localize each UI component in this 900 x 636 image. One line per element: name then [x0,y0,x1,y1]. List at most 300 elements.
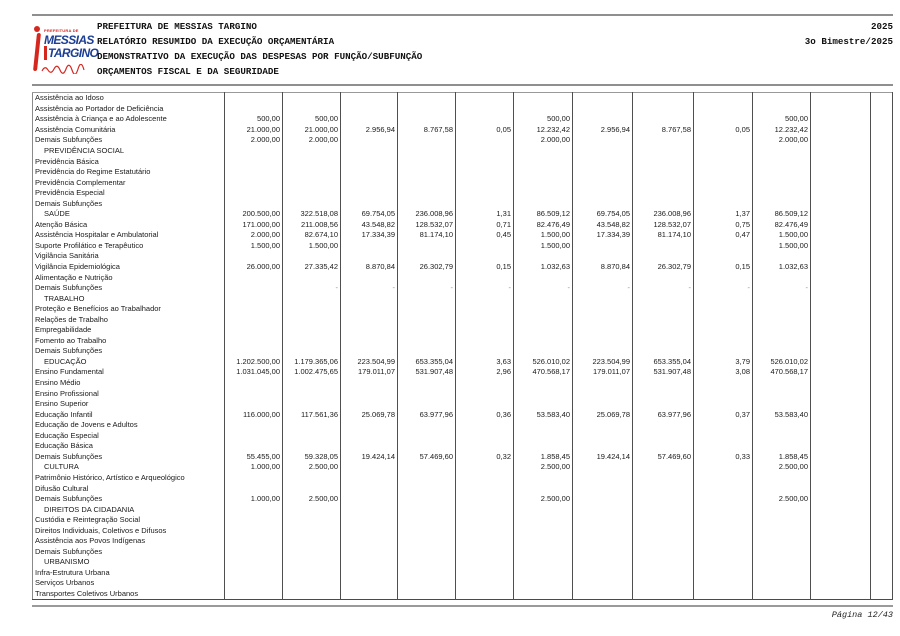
value-cell [871,462,893,473]
value-cell [398,441,456,452]
row-label: Ensino Médio [33,378,225,389]
value-cell [871,547,893,558]
value-cell [694,494,753,505]
value-cell [456,241,514,252]
value-cell [811,188,871,199]
value-cell: - [753,283,811,294]
value-cell [398,462,456,473]
value-cell [398,378,456,389]
table-row [33,177,893,188]
value-cell [633,578,694,589]
value-cell [753,431,811,442]
value-cell: 0,05 [694,125,753,136]
table-row [33,378,893,389]
value-cell [753,104,811,115]
value-cell [633,462,694,473]
value-cell [341,272,398,283]
value-cell [694,431,753,442]
value-cell [514,325,573,336]
value-cell [694,578,753,589]
value-cell [871,262,893,273]
value-cell [871,209,893,220]
value-cell [753,578,811,589]
value-cell [871,557,893,568]
value-cell: 128.532,07 [398,220,456,231]
value-cell: 2.956,94 [573,125,633,136]
value-cell [225,473,283,484]
value-cell [225,325,283,336]
value-cell [573,399,633,410]
value-cell [283,93,341,104]
header-divider [32,84,893,86]
table-row [33,578,893,589]
table-row [33,557,893,568]
value-cell [694,568,753,579]
value-cell [398,251,456,262]
value-cell [871,177,893,188]
value-cell [811,578,871,589]
value-cell [694,272,753,283]
value-cell [871,336,893,347]
value-cell [514,251,573,262]
value-cell [573,494,633,505]
value-cell [514,399,573,410]
row-label: Assistência Hospitalar e Ambulatorial [33,230,225,241]
value-cell [753,314,811,325]
row-label: Fomento ao Trabalho [33,336,225,347]
value-cell [341,431,398,442]
value-cell [753,420,811,431]
value-cell: 57.469,60 [633,452,694,463]
value-cell: 0,33 [694,452,753,463]
value-cell: 3,63 [456,357,514,368]
row-label: SAÚDE [33,209,225,220]
value-cell [871,536,893,547]
value-cell [514,578,573,589]
value-cell [694,388,753,399]
value-cell [398,483,456,494]
table-row [33,494,893,505]
value-cell: 27.335,42 [283,262,341,273]
value-cell [225,293,283,304]
value-cell: 1.500,00 [283,241,341,252]
value-cell: 2.956,94 [341,125,398,136]
value-cell [283,304,341,315]
value-cell [398,167,456,178]
value-cell [694,314,753,325]
table-row [33,473,893,484]
value-cell: 653.355,04 [633,357,694,368]
value-cell [573,473,633,484]
value-cell: 82.476,49 [753,220,811,231]
value-cell [811,336,871,347]
value-cell [225,167,283,178]
value-cell [633,156,694,167]
value-cell [341,568,398,579]
value-cell: - [398,283,456,294]
value-cell [871,230,893,241]
value-cell [811,293,871,304]
value-cell [871,483,893,494]
row-label: Assistência ao Portador de Deficiência [33,104,225,115]
value-cell [398,388,456,399]
row-label: EDUCAÇÃO [33,357,225,368]
value-cell: 19.424,14 [573,452,633,463]
value-cell [573,515,633,526]
value-cell: 531.907,48 [633,367,694,378]
value-cell [514,304,573,315]
value-cell: 2.500,00 [753,494,811,505]
value-cell: 236.008,96 [633,209,694,220]
value-cell [456,272,514,283]
value-cell [694,547,753,558]
table-row [33,125,893,136]
value-cell [341,167,398,178]
value-cell: 1.032,63 [753,262,811,273]
value-cell [456,525,514,536]
value-cell [633,293,694,304]
value-cell [871,367,893,378]
value-cell [456,167,514,178]
value-cell [225,156,283,167]
value-cell [811,441,871,452]
value-cell [871,346,893,357]
value-cell [225,251,283,262]
value-cell [694,198,753,209]
value-cell: 1.002.475,65 [283,367,341,378]
value-cell [811,473,871,484]
value-cell: 0,15 [694,262,753,273]
value-cell [283,336,341,347]
value-cell: 8.870,84 [341,262,398,273]
value-cell [753,473,811,484]
value-cell [633,177,694,188]
value-cell [283,272,341,283]
row-label: Vigilância Sanitária [33,251,225,262]
value-cell [514,146,573,157]
table-row [33,441,893,452]
value-cell: 25.069,78 [573,409,633,420]
value-cell [811,251,871,262]
value-cell [225,388,283,399]
value-cell [283,536,341,547]
value-cell: 82.674,10 [283,230,341,241]
value-cell [456,325,514,336]
value-cell: 82.476,49 [514,220,573,231]
value-cell [871,220,893,231]
value-cell [514,346,573,357]
value-cell [871,452,893,463]
value-cell: 653.355,04 [398,357,456,368]
value-cell [811,177,871,188]
value-cell [341,314,398,325]
value-cell [633,104,694,115]
value-cell [283,525,341,536]
value-cell: 500,00 [283,114,341,125]
value-cell [633,241,694,252]
value-cell: 1.000,00 [225,494,283,505]
value-cell [811,146,871,157]
table-row [33,431,893,442]
value-cell: - [694,283,753,294]
value-cell [694,325,753,336]
value-cell [456,314,514,325]
value-cell: 86.509,12 [514,209,573,220]
value-cell [871,515,893,526]
value-cell [283,578,341,589]
value-cell [514,483,573,494]
value-cell [753,272,811,283]
table-row [33,230,893,241]
value-cell [573,431,633,442]
value-cell [871,188,893,199]
value-cell [283,568,341,579]
value-cell [225,336,283,347]
value-cell [398,146,456,157]
table-row [33,346,893,357]
value-cell [283,146,341,157]
value-cell [753,378,811,389]
value-cell [283,441,341,452]
value-cell [398,304,456,315]
table-row [33,336,893,347]
value-cell [694,557,753,568]
value-cell [225,431,283,442]
value-cell [514,536,573,547]
value-cell [341,399,398,410]
value-cell [341,462,398,473]
value-cell [633,483,694,494]
value-cell [694,483,753,494]
value-cell [573,135,633,146]
value-cell [811,367,871,378]
value-cell: 2.500,00 [514,462,573,473]
value-cell [811,357,871,368]
value-cell [753,304,811,315]
value-cell: 236.008,96 [398,209,456,220]
value-cell [456,388,514,399]
table-row [33,156,893,167]
row-label: Difusão Cultural [33,483,225,494]
value-cell: 63.977,96 [398,409,456,420]
value-cell [398,504,456,515]
value-cell [514,589,573,600]
value-cell [811,167,871,178]
value-cell [514,473,573,484]
value-cell [456,114,514,125]
value-cell [871,114,893,125]
value-cell [753,515,811,526]
value-cell: 55.455,00 [225,452,283,463]
value-cell [573,146,633,157]
value-cell [398,177,456,188]
value-cell: 17.334,39 [341,230,398,241]
value-cell: 2.000,00 [225,230,283,241]
function-subfunction-table [32,92,893,600]
value-cell [573,325,633,336]
value-cell [694,241,753,252]
value-cell [341,104,398,115]
table-row [33,220,893,231]
value-cell [398,156,456,167]
entity-name: PREFEITURA DE MESSIAS TARGINO [97,21,257,32]
value-cell: 8.767,58 [398,125,456,136]
value-cell: 0,36 [456,409,514,420]
value-cell [341,547,398,558]
value-cell [811,304,871,315]
value-cell [694,93,753,104]
table-row [33,388,893,399]
value-cell [341,473,398,484]
value-cell [341,536,398,547]
value-cell [573,104,633,115]
table-row [33,589,893,600]
value-cell [341,388,398,399]
row-label: Alimentação e Nutrição [33,272,225,283]
value-cell: 2.000,00 [225,135,283,146]
value-cell [514,378,573,389]
value-cell [341,135,398,146]
value-cell: 1.031.045,00 [225,367,283,378]
value-cell: 470.568,17 [514,367,573,378]
value-cell [633,251,694,262]
value-cell: 19.424,14 [341,452,398,463]
value-cell [456,346,514,357]
value-cell [514,314,573,325]
value-cell: 21.000,00 [283,125,341,136]
value-cell [514,557,573,568]
table-row [33,293,893,304]
value-cell [514,431,573,442]
value-cell [341,346,398,357]
value-cell [283,483,341,494]
value-cell [753,525,811,536]
value-cell [398,241,456,252]
value-cell: 223.504,99 [573,357,633,368]
value-cell [811,409,871,420]
value-cell [514,336,573,347]
value-cell: 500,00 [225,114,283,125]
value-cell [398,114,456,125]
row-label: Demais Subfunções [33,135,225,146]
value-cell: 3,79 [694,357,753,368]
value-cell [811,135,871,146]
value-cell [573,198,633,209]
value-cell [341,146,398,157]
bottom-divider [32,605,893,607]
table-row [33,188,893,199]
value-cell [811,272,871,283]
value-cell [225,272,283,283]
value-cell [341,557,398,568]
value-cell [811,114,871,125]
value-cell [753,536,811,547]
value-cell: 2.000,00 [283,135,341,146]
value-cell [811,378,871,389]
function-table-body [33,93,893,600]
value-cell [694,156,753,167]
value-cell [398,104,456,115]
row-label: Previdência Especial [33,188,225,199]
value-cell [694,146,753,157]
row-label: Educação Especial [33,431,225,442]
value-cell: 2.000,00 [753,135,811,146]
table-row [33,114,893,125]
table-row [33,241,893,252]
value-cell [573,314,633,325]
value-cell [573,589,633,600]
value-cell [283,589,341,600]
value-cell [871,409,893,420]
value-cell [633,325,694,336]
table-row [33,167,893,178]
value-cell [633,272,694,283]
value-cell [341,494,398,505]
value-cell [753,251,811,262]
value-cell [573,504,633,515]
value-cell [871,473,893,484]
value-cell [456,251,514,262]
value-cell [398,589,456,600]
value-cell [573,462,633,473]
value-cell [871,146,893,157]
value-cell [633,494,694,505]
table-row [33,483,893,494]
value-cell [811,462,871,473]
row-label: Previdência do Regime Estatutário [33,167,225,178]
value-cell [225,188,283,199]
value-cell [573,304,633,315]
row-label: Ensino Profissional [33,388,225,399]
value-cell [456,399,514,410]
value-cell: - [633,283,694,294]
value-cell [341,93,398,104]
row-label: Infra-Estrutura Urbana [33,568,225,579]
value-cell [694,188,753,199]
table-row [33,146,893,157]
value-cell [514,188,573,199]
value-cell [398,515,456,526]
value-cell [811,156,871,167]
value-cell: 86.509,12 [753,209,811,220]
value-cell [871,104,893,115]
value-cell [398,547,456,558]
value-cell [398,135,456,146]
value-cell [871,304,893,315]
value-cell [573,346,633,357]
value-cell [694,589,753,600]
value-cell [398,336,456,347]
row-label: Demais Subfunções [33,283,225,294]
table-row [33,283,893,294]
value-cell [633,167,694,178]
value-cell [456,177,514,188]
value-cell [811,230,871,241]
statement-name: DEMONSTRATIVO DA EXECUÇÃO DAS DESPESAS POR FUNÇÃO/SUBFUNÇÃO [97,51,423,62]
value-cell [456,135,514,146]
row-label: Serviços Urbanos [33,578,225,589]
value-cell [225,304,283,315]
row-label: Proteção e Benefícios ao Trabalhador [33,304,225,315]
value-cell [753,93,811,104]
value-cell [456,378,514,389]
value-cell [871,135,893,146]
value-cell: 1.032,63 [514,262,573,273]
value-cell [225,314,283,325]
value-cell [811,346,871,357]
value-cell [283,346,341,357]
value-cell [283,198,341,209]
